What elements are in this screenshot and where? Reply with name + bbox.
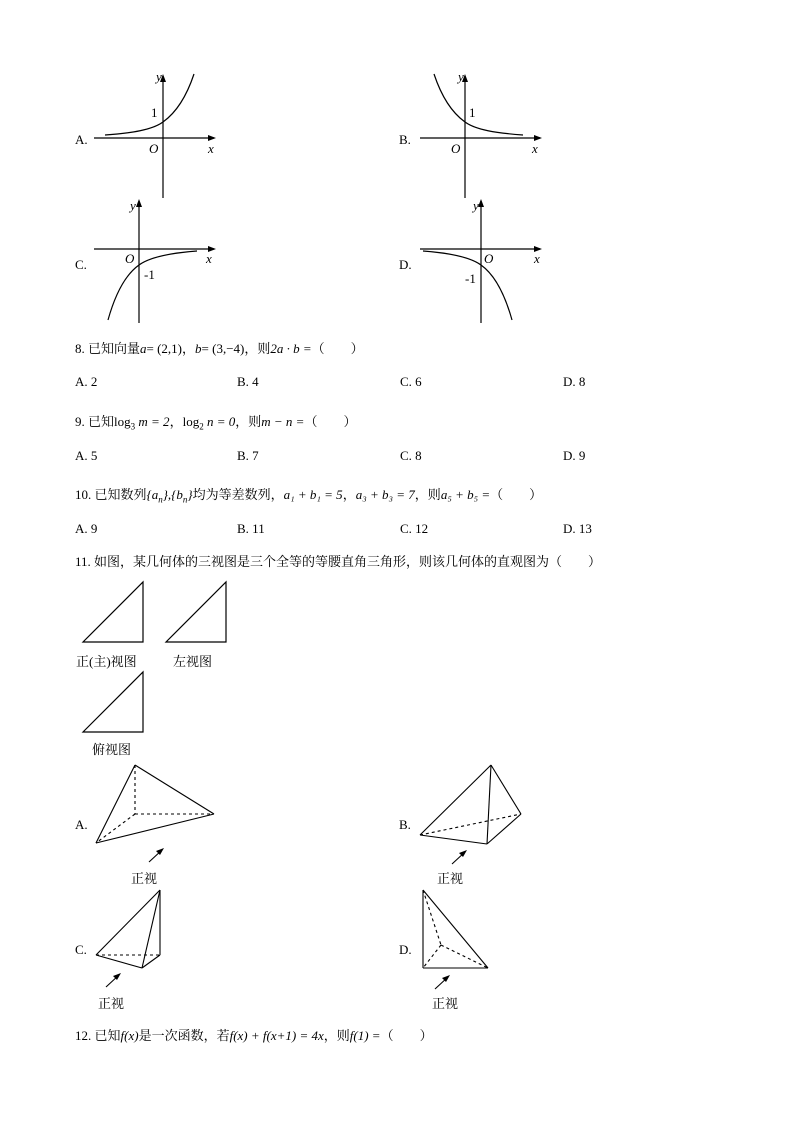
- condition-1: a₁ + b₁ = 5: [283, 487, 343, 502]
- graph-d: [418, 195, 548, 325]
- option-a-label: A.: [75, 132, 88, 147]
- q8-choice-c: C. 6: [400, 374, 422, 389]
- x-label: x: [532, 141, 538, 156]
- option-b-label: B.: [399, 132, 411, 147]
- q9-choice-b: B. 7: [237, 448, 259, 463]
- q8-choice-b: B. 4: [237, 374, 259, 389]
- q8-expression: 2a · b =: [270, 341, 312, 356]
- x-label: x: [206, 251, 212, 266]
- q11-d-zhengshi: 正视: [432, 996, 459, 1011]
- q10-expression: a₅ + b₅ =: [440, 487, 491, 502]
- q11-c-zhengshi: 正视: [98, 996, 125, 1011]
- neg-one-label: -1: [465, 271, 476, 286]
- left-view-triangle: [166, 582, 226, 642]
- graph-c: [92, 195, 222, 325]
- solid-c: [92, 885, 222, 1010]
- q11-option-b-label: B.: [399, 817, 411, 832]
- q9-choice-d: D. 9: [563, 448, 586, 463]
- solid-b: [415, 760, 545, 885]
- q12-equation: f(x) + f(x+1) = 4x: [229, 1028, 324, 1043]
- q10-choice-d: D. 13: [563, 521, 592, 536]
- q10-choice-a: A. 9: [75, 521, 98, 536]
- left-view-caption: 左视图: [173, 654, 213, 669]
- solid-a: [92, 760, 222, 885]
- q11-option-d-label: D.: [399, 942, 412, 957]
- question-8: 8. 已知向量a= (2,1)，b= (3,−4)，则2a · b =（ ）: [75, 341, 364, 356]
- q10-choice-c: C. 12: [400, 521, 429, 536]
- neg-one-label: -1: [144, 267, 155, 282]
- option-d-label: D.: [399, 257, 412, 272]
- q8-choice-a: A. 2: [75, 374, 98, 389]
- front-view-caption: 正(主)视图: [76, 654, 137, 669]
- q12-expression: f(1) =: [349, 1028, 381, 1043]
- q11-option-c-label: C.: [75, 942, 87, 957]
- question-11: 11. 如图，某几何体的三视图是三个全等的等腰直角三角形，则该几何体的直观图为（ ）: [75, 554, 602, 569]
- top-view-caption: 俯视图: [92, 742, 132, 757]
- question-9: 9. 已知$\log_3 m = 2$，$\log_2 n = 0$，则m − n =（ ）: [75, 414, 357, 432]
- y-axis-arrow: [136, 199, 142, 207]
- x-label: x: [208, 141, 214, 156]
- vector-b-value: = (3,−4): [201, 341, 245, 356]
- one-label: 1: [469, 105, 476, 120]
- top-view-triangle: [83, 672, 143, 732]
- option-c-label: C.: [75, 257, 87, 272]
- q10-choice-b: B. 11: [237, 521, 265, 536]
- y-axis-arrow: [478, 199, 484, 207]
- q10-stem: 10. 已知数列: [75, 487, 147, 502]
- one-label: 1: [151, 105, 158, 120]
- q8-stem: 8. 已知向量: [75, 341, 141, 356]
- y-label: y: [156, 70, 162, 84]
- origin-label: O: [125, 251, 135, 266]
- y-label: y: [458, 70, 464, 84]
- curve: [108, 251, 197, 320]
- function-fx: f(x): [120, 1028, 139, 1043]
- curve: [105, 74, 194, 135]
- q9-choice-a: A. 5: [75, 448, 98, 463]
- vector-a-value: = (2,1): [146, 341, 183, 356]
- graph-b: [418, 70, 548, 200]
- curve: [434, 74, 523, 135]
- answer-paren: （ ）: [490, 487, 543, 502]
- origin-label: O: [484, 251, 494, 266]
- q9-expression: m − n =: [261, 414, 305, 429]
- answer-paren: （ ）: [311, 341, 364, 356]
- solid-d: [415, 885, 545, 1010]
- y-label: y: [473, 198, 479, 213]
- q9-stem: 9. 已知: [75, 414, 115, 429]
- q8-choice-d: D. 8: [563, 374, 586, 389]
- answer-paren: （ ）: [380, 1028, 433, 1043]
- vector-b: b: [195, 341, 202, 356]
- q12-stem: 12. 已知: [75, 1028, 121, 1043]
- q11-b-zhengshi: 正视: [437, 871, 464, 886]
- graph-a: [92, 70, 222, 200]
- vector-a: a: [140, 341, 147, 356]
- y-label: y: [130, 198, 136, 213]
- origin-label: O: [149, 141, 159, 156]
- question-10: 10. 已知数列$\{a_n\},\{b_n\}$均为等差数列，a₁ + b₁ = 5，a₃ + b₃ = 7，则a₅ + b₅ =（ ）: [75, 487, 543, 505]
- front-view-triangle: [83, 582, 143, 642]
- x-label: x: [534, 251, 540, 266]
- condition-2: a₃ + b₃ = 7: [355, 487, 415, 502]
- q11-a-zhengshi: 正视: [131, 871, 158, 886]
- q11-option-a-label: A.: [75, 817, 88, 832]
- answer-paren: （ ）: [304, 414, 357, 429]
- origin-label: O: [451, 141, 461, 156]
- question-12: 12. 已知f(x)是一次函数，若f(x) + f(x+1) = 4x，则f(1) =（ ）: [75, 1028, 433, 1043]
- q9-choice-c: C. 8: [400, 448, 422, 463]
